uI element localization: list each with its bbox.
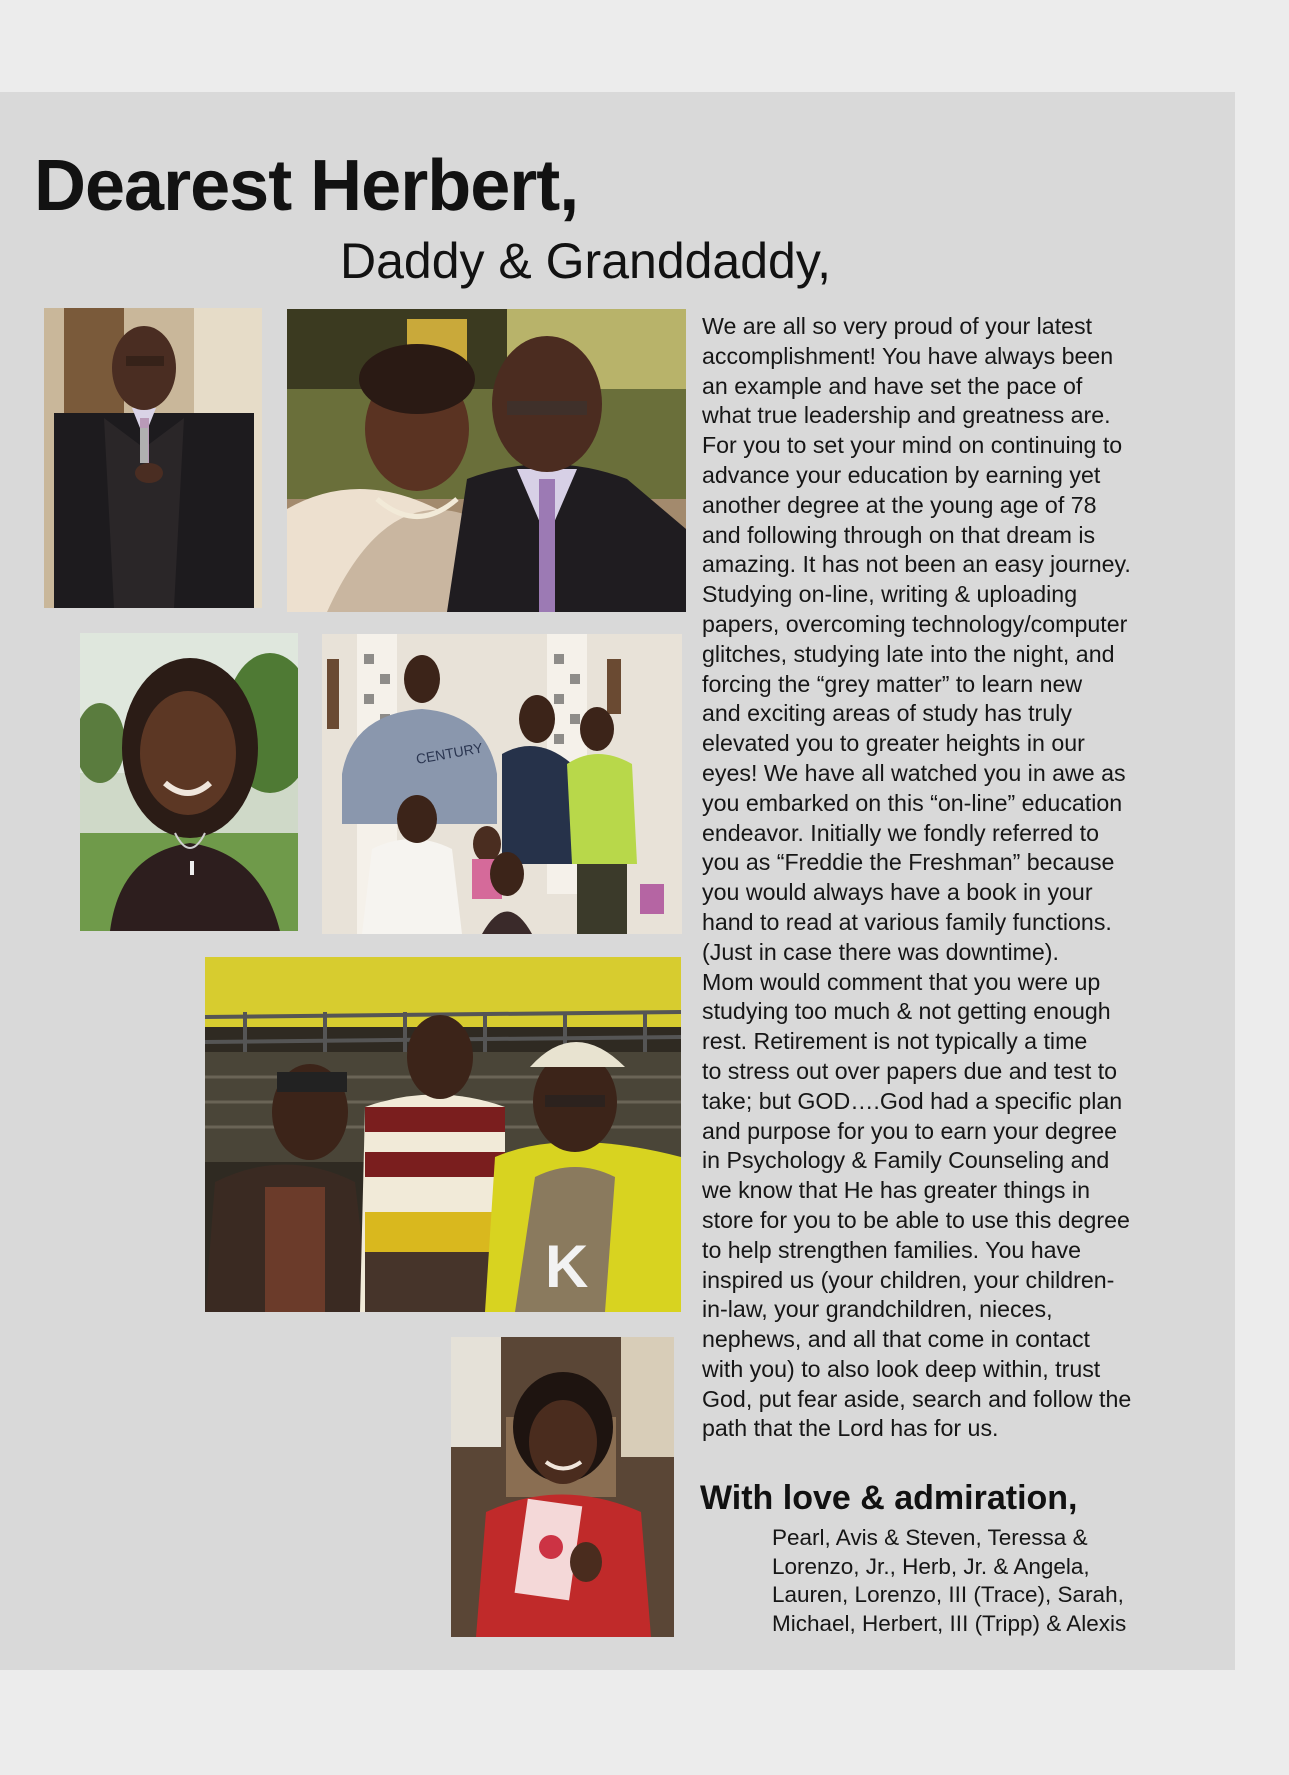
letter-line: you embarked on this “on-line” education xyxy=(702,789,1123,816)
photo-woman-with-card xyxy=(451,1337,674,1637)
signer-line: Pearl, Avis & Steven, Teressa & xyxy=(772,1525,1088,1550)
letter-line: hand to read at various family functions. xyxy=(702,908,1112,935)
letter-line: rest. Retirement is not typically a time xyxy=(702,1028,1088,1055)
letter-line: papers, overcoming technology/computer xyxy=(702,610,1128,637)
photo-man-with-microphone xyxy=(44,308,262,608)
letter-line: another degree at the young age of 78 xyxy=(702,491,1097,518)
letter-line: endeavor. Initially we fondly referred to xyxy=(702,819,1099,846)
letter-line: amazing. It has not been an easy journey. xyxy=(702,551,1131,578)
letter-line: glitches, studying late into the night, and xyxy=(702,640,1115,667)
photo-grandfather-grandson-son xyxy=(205,957,681,1312)
letter-title: Dearest Herbert, xyxy=(34,146,579,226)
letter-line: God, put fear aside, search and follow the xyxy=(702,1385,1132,1412)
signer-line: Lauren, Lorenzo, III (Trace), Sarah, xyxy=(772,1582,1124,1608)
letter-line: Mom would comment that you were up xyxy=(702,968,1101,995)
photo-woman-outdoors xyxy=(80,633,298,931)
letter-line: an example and have set the pace of xyxy=(702,372,1083,399)
letter-line: store for you to be able to use this degree xyxy=(702,1206,1130,1233)
letter-line: nephews, and all that come in contact xyxy=(702,1326,1090,1353)
letter-subtitle: Daddy & Granddaddy, xyxy=(340,233,832,289)
letter-line: in-law, your grandchildren, nieces, xyxy=(702,1296,1053,1323)
letter-line: elevated you to greater heights in our xyxy=(702,730,1085,757)
letter-line: We are all so very proud of your latest xyxy=(702,313,1093,339)
letter-line: accomplishment! You have always been xyxy=(702,342,1114,369)
letter-line: and following through on that dream is xyxy=(702,521,1096,548)
letter-line: forcing the “grey matter” to learn new xyxy=(702,670,1083,697)
photo-family-group xyxy=(322,634,682,934)
hoodie-text: CENTURY xyxy=(414,739,484,767)
letter-line: Studying on-line, writing & uploading xyxy=(702,581,1078,608)
letter-line: path that the Lord has for us. xyxy=(702,1415,999,1442)
letter-body xyxy=(702,312,1190,1444)
letter-line: and exciting areas of study has truly xyxy=(702,700,1072,727)
letter-line: what true leadership and greatness are. xyxy=(702,402,1111,429)
closing-line: With love & admiration, xyxy=(700,1479,1078,1517)
signers-list xyxy=(772,1524,1126,1638)
letter-line: you as “Freddie the Freshman” because xyxy=(702,849,1115,876)
letter-line: to help strengthen families. You have xyxy=(702,1236,1081,1263)
letter-line: take; but GOD….God had a specific plan xyxy=(702,1087,1123,1114)
letter-line: to stress out over papers due and test to xyxy=(702,1057,1118,1084)
letter-line: and purpose for you to earn your degree xyxy=(702,1117,1118,1144)
letter-line: inspired us (your children, your children- xyxy=(702,1266,1115,1293)
letter-line: eyes! We have all watched you in awe as xyxy=(702,759,1126,786)
letter-line: advance your education by earning yet xyxy=(702,461,1101,488)
letter-line: with you) to also look deep within, trust xyxy=(702,1355,1101,1382)
jacket-letters: K xyxy=(545,1233,589,1300)
signer-line: Michael, Herbert, III (Tripp) & Alexis xyxy=(772,1610,1127,1636)
signer-line: Lorenzo, Jr., Herb, Jr. & Angela, xyxy=(772,1553,1090,1579)
photo-couple xyxy=(287,309,686,612)
letter-line: (Just in case there was downtime). xyxy=(702,938,1059,965)
letter-line: we know that He has greater things in xyxy=(702,1177,1090,1204)
letter-line: you would always have a book in your xyxy=(702,879,1093,906)
letter-line: in Psychology & Family Counseling and xyxy=(702,1147,1110,1174)
letter-line: For you to set your mind on continuing to xyxy=(702,432,1123,459)
letter-line: studying too much & not getting enough xyxy=(702,998,1111,1025)
